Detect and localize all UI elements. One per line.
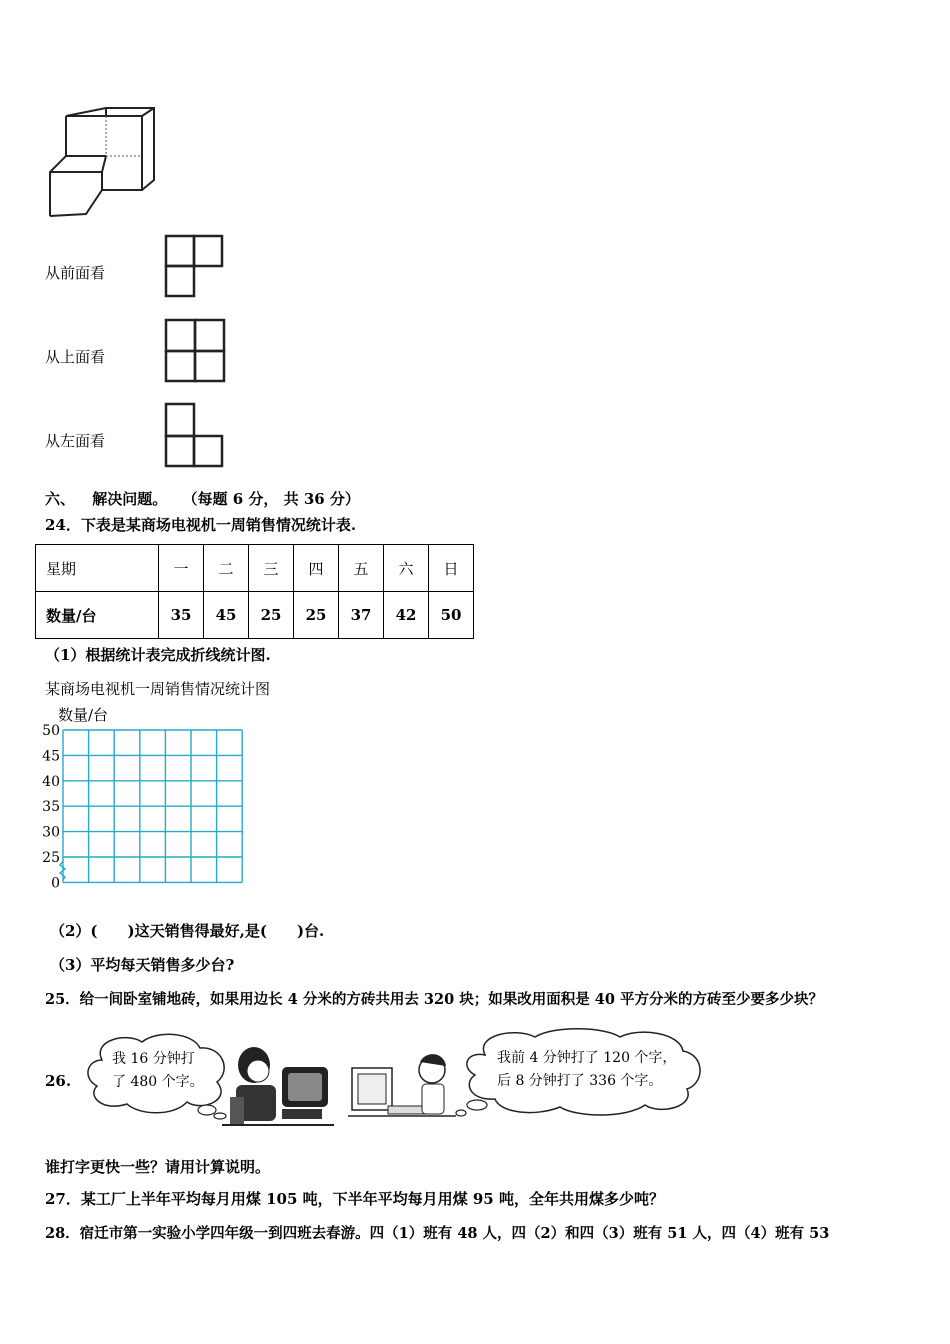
y-tick-label: 0 [51,875,60,892]
y-tick-label: 40 [42,773,60,790]
boy-bubble-line: 我 16 分钟打 [112,1051,195,1067]
value-cell: 37 [339,592,384,639]
y-tick-label: 45 [42,748,60,765]
y-tick-label: 25 [42,850,60,866]
q26-question: 谁打字更快一些？请用计算说明。 [45,1158,271,1176]
value-cell: 25 [249,592,294,639]
section-title: 解决问题。 [92,490,168,508]
table-header-label: 星期 [36,545,159,592]
section-score: （每题 6 分， 共 36 分） [182,490,360,508]
section-number: 六、 [45,490,76,508]
cube-figure [44,100,164,220]
q24-part1: （1）根据统计表完成折线统计图. [45,646,271,664]
q24-part3: （3）平均每天销售多少台? [50,956,235,974]
girl-bubble-line: 我前 4 分钟打了 120 个字， [497,1050,677,1066]
top-view-shape [162,316,230,386]
q28-text: 28．宿迁市第一实验小学四年级一到四班去春游。四（1）班有 48 人，四（2）和四（3）班有 51 人，四（4）班有 53 [45,1225,830,1242]
day-cell: 六 [384,545,429,592]
value-cell: 50 [429,592,474,639]
view-left-label: 从左面看 [45,432,106,450]
view-top-label: 从上面看 [45,348,106,366]
chart-title: 某商场电视机一周销售情况统计图 [45,680,271,698]
day-cell: 日 [429,545,474,592]
table-value-label: 数量/台 [36,592,159,639]
value-cell: 35 [159,592,204,639]
day-cell: 一 [159,545,204,592]
boy-at-computer-illustration [222,1045,337,1127]
table-row [36,592,474,639]
front-view-shape [162,232,228,302]
day-cell: 三 [249,545,294,592]
day-cell: 二 [204,545,249,592]
value-cell: 25 [294,592,339,639]
q27-text: 27．某工厂上半年平均每月用煤 105 吨，下半年平均每月用煤 95 吨，全年共用煤多少吨？ [45,1190,664,1208]
y-tick-label: 35 [42,799,60,816]
value-cell: 45 [204,592,249,639]
q24-stem: 24．下表是某商场电视机一周销售情况统计表. [45,516,357,534]
table-row [36,545,474,592]
view-front-label: 从前面看 [45,264,106,282]
line-chart [36,700,306,905]
day-cell: 四 [294,545,339,592]
girl-bubble-line: 后 8 分钟打了 336 个字。 [497,1073,663,1089]
q25-text: 25．给一间卧室铺地砖，如果用边长 4 分米的方砖共用去 320 块；如果改用面积是 40 平方分米的方砖至少要多少块？ [45,991,823,1008]
girl-at-computer-illustration [348,1050,458,1122]
value-cell: 42 [384,592,429,639]
boy-bubble-line: 了 480 个字。 [112,1074,204,1090]
y-tick-label: 50 [42,723,60,739]
y-axis-label: 数量/台 [58,706,109,724]
section-6-heading [45,488,360,509]
y-tick-label: 30 [42,824,60,841]
sales-table [35,544,474,639]
day-cell: 五 [339,545,384,592]
girl-speech-bubble [455,1027,705,1122]
boy-speech-bubble [82,1030,232,1120]
q26-number: 26. [45,1072,72,1090]
q24-part2: （2）( )这天销售得最好,是( )台. [50,922,325,940]
left-view-shape [162,400,228,472]
